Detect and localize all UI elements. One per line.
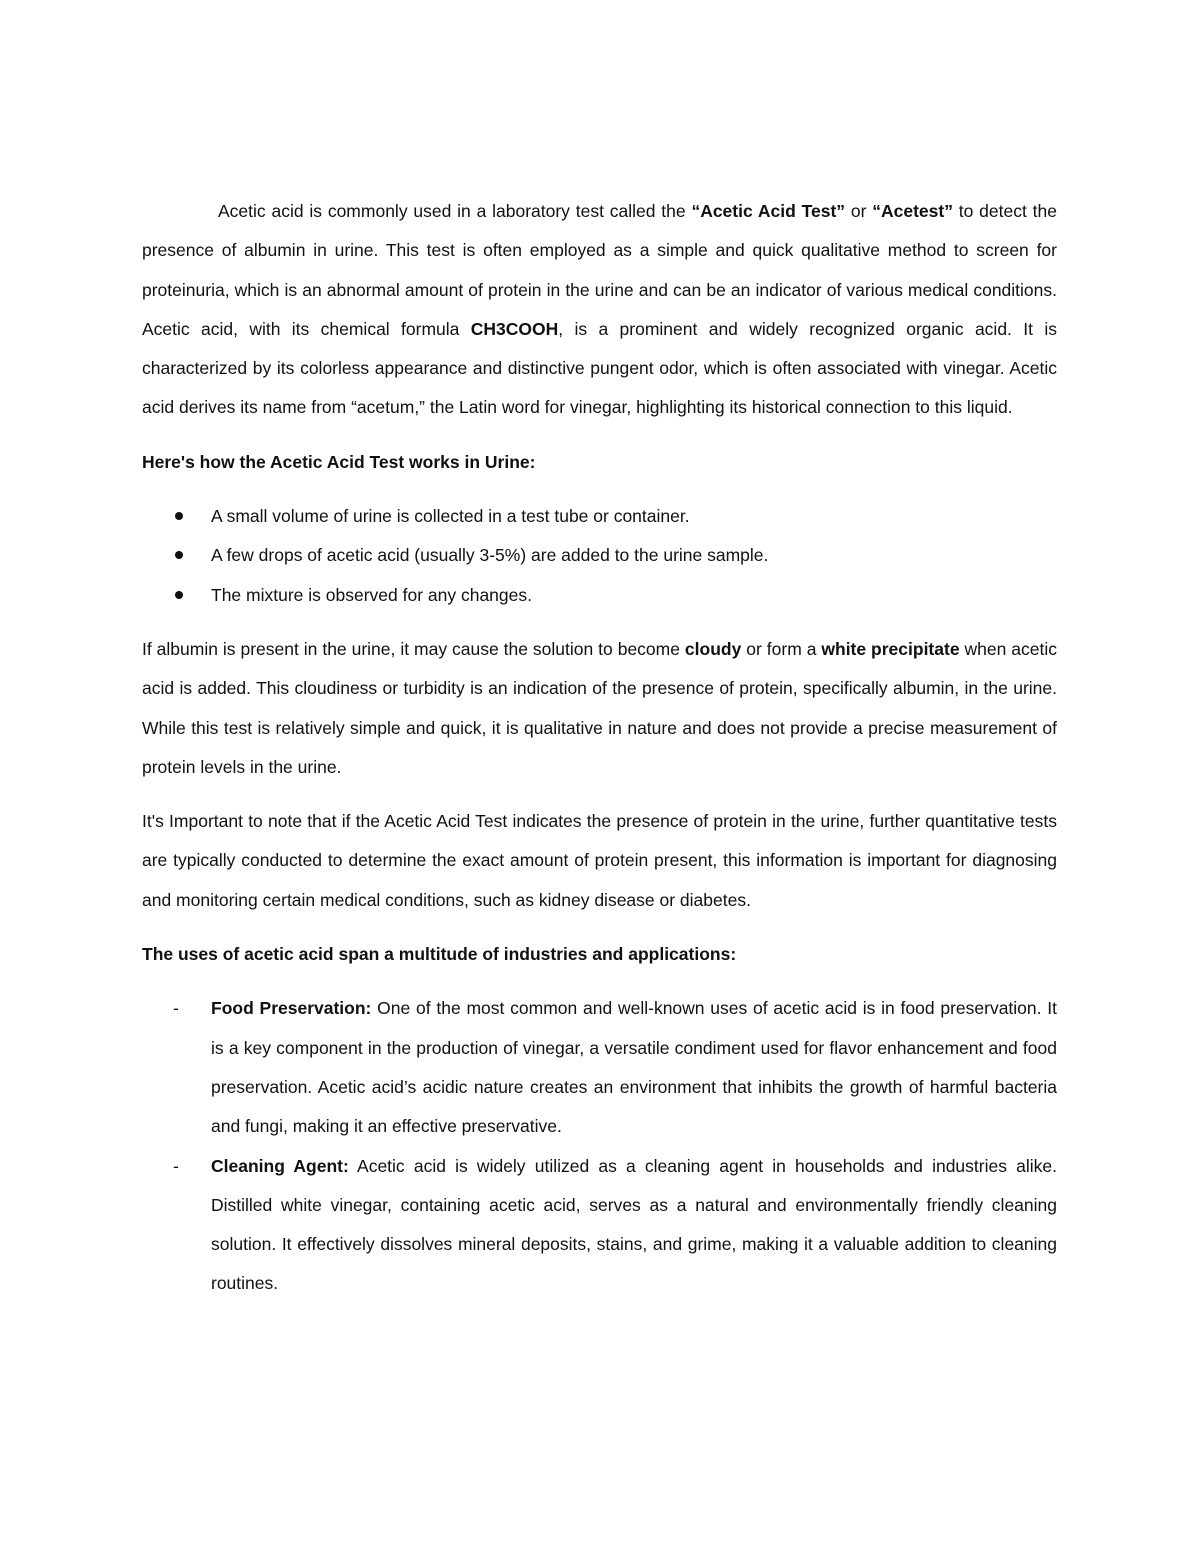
uses-list xyxy=(142,989,1057,1303)
intro-text-2: or xyxy=(845,201,873,221)
result-text-1: If albumin is present in the urine, it may cause the solution to become xyxy=(142,638,685,659)
use-text: Acetic acid is widely utilized as a cleaning agent in households and industries alike. Distilled white vinegar, containing acetic acid, serves as a natural and environmentally friendly cleaning solution. It effectively dissolves mineral deposits, stains, and grime, making it a valuable addition to cleaning routines. xyxy=(211,1155,1058,1294)
list-item xyxy=(142,1147,1057,1304)
bullet-icon xyxy=(175,591,183,599)
intro-paragraph xyxy=(142,192,1057,428)
section-heading-uses: The uses of acetic acid span a multitude of industries and applications: xyxy=(142,944,737,965)
step-text: A few drops of acetic acid (usually 3-5%) are added to the urine sample. xyxy=(211,545,769,566)
intro-text-4: , is a prominent and widely recognized organic acid. It is characterized by its colorless appearance and distinctive pungent odor, which is often associated with vinegar. Acetic acid derives its name from “acetum,” the Latin word for vinegar, highlighting its historical connection to this liquid. xyxy=(142,318,1057,418)
intro-bold-test-name: “Acetic Acid Test” xyxy=(691,201,846,221)
result-bold-precipitate: white precipitate xyxy=(821,638,960,659)
note-paragraph: It's Important to note that if the Acetic Acid Test indicates the presence of protein in the urine, further quantitative tests are typically conducted to determine the exact amount of protein present, this information is important for diagnosing and monitoring certain medical conditions, such as kidney disease or diabetes. xyxy=(142,811,1057,910)
step-text: A small volume of urine is collected in a test tube or container. xyxy=(211,506,690,527)
use-title: Food Preservation: xyxy=(211,998,372,1019)
test-steps-list xyxy=(142,497,1057,615)
use-text: One of the most common and well-known uses of acetic acid is in food preservation. It is a key component in the production of vinegar, a versatile condiment used for flavor enhancement and food preservation. Acetic acid’s acidic nature creates an environment that inhibits the growth of harmful bacteria and fungi, making it an effective preservative. xyxy=(211,998,1057,1137)
intro-bold-formula: CH3COOH xyxy=(470,318,559,339)
result-text-3: when acetic acid is added. This cloudiness or turbidity is an indication of the presence of protein, specifically albumin, in the urine. While this test is relatively simple and quick, it is qualitative in nature and does not provide a precise measurement of protein levels in the urine. xyxy=(142,638,1057,777)
list-item xyxy=(142,576,1057,615)
list-item xyxy=(142,989,1057,1146)
bullet-icon xyxy=(175,512,183,520)
intro-text-1: Acetic acid is commonly used in a laboratory test called the xyxy=(218,201,692,221)
section-heading-test: Here's how the Acetic Acid Test works in Urine: xyxy=(142,451,536,472)
intro-bold-acetest: “Acetest” xyxy=(872,201,953,221)
result-text-2: or form a xyxy=(741,638,822,659)
result-bold-cloudy: cloudy xyxy=(684,638,742,659)
result-paragraph xyxy=(142,630,1057,787)
document-page xyxy=(142,192,1057,1304)
list-item xyxy=(142,497,1057,536)
use-title: Cleaning Agent: xyxy=(211,1155,349,1176)
bullet-icon xyxy=(175,551,183,559)
step-text: The mixture is observed for any changes. xyxy=(211,584,532,605)
dash-marker: - xyxy=(173,998,179,1019)
list-item xyxy=(142,536,1057,575)
intro-text-3: to detect the presence of albumin in urine. This test is often employed as a simple and quick qualitative method to screen for proteinuria, which is an abnormal amount of protein in the urine and can be an indicator of various medical conditions. Acetic acid, with its chemical formula xyxy=(142,201,1057,339)
dash-marker: - xyxy=(173,1155,179,1176)
